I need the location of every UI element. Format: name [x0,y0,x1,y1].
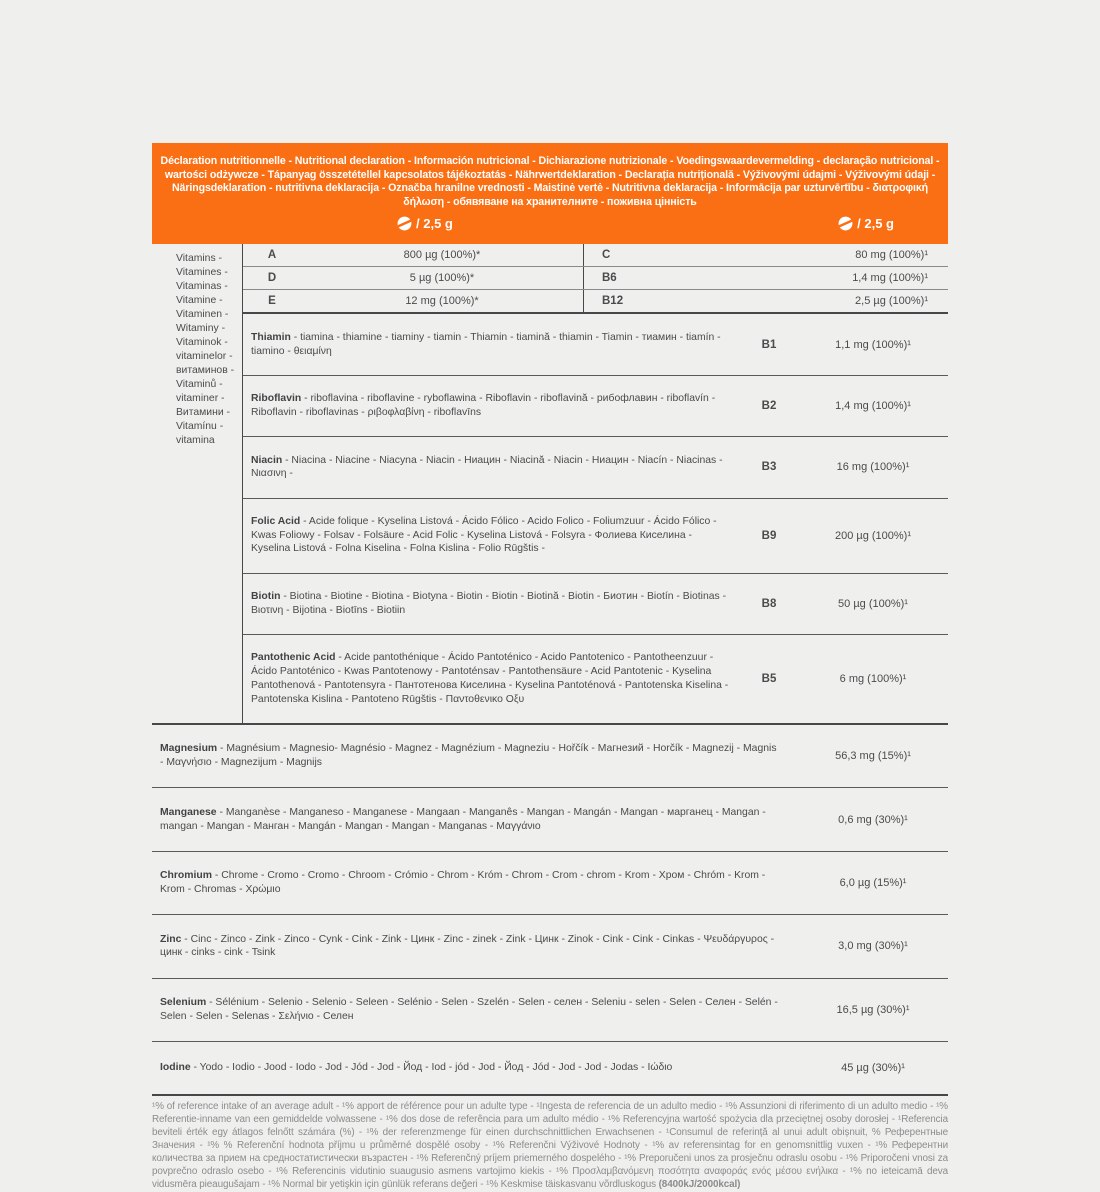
mineral-value: 16,5 µg (30%)¹ [836,1003,910,1016]
nutrient-translations: - Acide pantothénique - Ácido Pantoténico - Acido Pantotenico - Pantotheenzuur - Ácido Pantoténico - Kwas Pantotenowy - Pantoténsav - Pantothensäure - Acid Pantotenic - Kyselina Pantothenová - Pantotensyra - Пантотенова Киселина - Kyselina Pantoténová - Pantotenska Kiselina - Pantotenska Kislina - Pantoteno Rūgštis - Παντοθενικο Οξυ [251,652,729,705]
vitamin-code: B12 [602,295,624,308]
nutrient-name: Niacin [251,454,283,466]
serving-size-label: / 2,5 g [416,216,453,232]
vitamin-code: B3 [761,461,777,474]
vitamin-code: B8 [761,597,777,610]
nutrient-name: Selenium [160,996,207,1008]
serving-size-row [160,216,940,236]
vitamin-c-cell [584,244,948,266]
vitamin-value: 800 µg (100%)* [403,249,481,262]
vitamin-code: E [268,295,276,308]
vitamin-code: B1 [761,338,777,351]
nutrient-translations: - Manganèse - Manganeso - Manganese - Mangaan - Manganês - Mangan - Mangán - Mangan - марганец - Mangan - mangan - Mangan - Манган - Mangán - Mangan - Mangan - Manganas - Μαγγάνιο [160,806,766,832]
nutrient-name: Thiamin [251,331,291,343]
reference-intake-footnote [152,1101,948,1191]
table-row-manganese [152,788,948,851]
vitamin-value: 50 µg (100%)¹ [838,597,908,610]
nutrient-name: Biotin [251,591,281,603]
table-row-magnesium [152,725,948,788]
nutrient-translations: - Yodo - Iodio - Jood - Iodo - Jod - Jód - Jod - Йод - Iod - jód - Jod - Йод - Jód - Jod - Jod - Jodas - Ιώδιο [190,1062,673,1074]
table-row-iodine [152,1042,948,1095]
table-row-riboflavin [243,376,948,437]
vitamin-code: B9 [761,529,777,542]
vitamin-code: B6 [602,272,617,285]
table-row-thiamin [243,314,948,375]
vitamin-value: 1,4 mg (100%)¹ [852,272,928,285]
vitamins-rows [242,244,948,723]
vitamin-b12-cell [584,290,948,312]
table-row-vitamin-d-b6 [243,267,948,290]
nutrient-names [152,799,798,841]
vitamin-value: 12 mg (100%)* [405,295,479,308]
nutrient-names [152,1052,798,1084]
serving-size-label: / 2,5 g [857,216,894,232]
vitamin-value: 2,5 µg (100%)¹ [855,295,928,308]
vitamin-b6-cell [584,267,948,289]
nutrient-names [152,862,798,904]
nutrient-name: Folic Acid [251,515,301,527]
mineral-value: 56,3 mg (15%)¹ [835,750,911,763]
nutrient-name: Chromium [160,870,212,882]
declaration-banner [152,143,948,244]
vitamins-section [152,244,948,725]
footnote-text: ¹% of reference intake of an average adult - ¹% apport de référence pour un adulte type - ¹Ingesta de referencia de un adulto medio - ¹% Assunzioni di riferimento di un adulto medio - ¹% Referentie-inname van een gemiddelde volwassene - ¹% dos dose de referência para um adulto médio - ¹% Referencyjna wartość spożycia dla przeciętnej osoby dorosłej - ¹Referencia beviteli érték egy átlagos felnőtt számára (%) - ¹% der referenzmenge für einen durchschnittlichen Erwachsenen - ¹Consumul de referință al unui adult obișnuit, % Референтные Значения - ¹% % Referenční hodnota příjmu u průměrné dospělé osoby - ¹% Referenčni Výživové Hodnoty - ¹% av referensintag for en genomsnittlig vuxen - ¹% Референтни количества за прием на средностатистически възрастен - ¹% Referenčný príjem priemerného dospelého - ¹% Preporučeni unos za prosječnu odraslu osobu - ¹% Priporočeni vnosi za povprečno odraslo osebo - ¹% Referencinis vidutinio suaugusio asmens vartojimo kiekis - ¹% Προσλαμβανόμενη ποσότητα αναφοράς ενός μέσου ενήλικα - ¹% no ieteicamā deva vidusmēra pieaugušajam - ¹% Normal bir yetişkin için günlük referans değeri - ¹% Keskmise täiskasvanu võrdluskogus [152,1101,948,1190]
vitamin-value: 200 µg (100%)¹ [834,529,912,542]
vitamin-value: 80 mg (100%)¹ [855,249,928,262]
mineral-value: 3,0 mg (30%)¹ [838,940,908,953]
nutrient-name: Magnesium [160,743,218,755]
vitamin-value: 16 mg (100%)¹ [836,461,910,474]
nutrient-translations: - riboflavina - riboflavine - ryboflawina - Riboflavin - riboflavină - рибофлавин - riboflavín - Riboflavin - riboflavinas - ριβοφλαβίνη - riboflavīns [251,393,716,418]
table-row-chromium [152,852,948,915]
vitamin-a-cell [243,244,584,266]
vitamin-value: 1,4 mg (100%)¹ [835,399,911,412]
nutrient-translations: - tiamina - thiamine - tiaminy - tiamin - Thiamin - tiamină - thiamin - Tiamin - тиамин - tiamín - tiamino - θειαμίνη [251,331,721,357]
mineral-value: 0,6 mg (30%)¹ [838,813,908,826]
nutrient-translations: - Niacina - Niacine - Niacyna - Niacin - Ниацин - Niacină - Niacin - Ниацин - Niacín - Niacinas - Νιασινη - [251,454,723,480]
nutrient-translations: - Sélénium - Selenio - Selenio - Seleen - Selénio - Selen - Szelén - Selen - селен - Seleniu - selen - Selen - Селен - Selén - Selen - Selen - Selenas - Σελήνιο - Селен [160,996,778,1022]
nutrient-translations: - Biotina - Biotine - Biotina - Biotyna - Biotin - Biotin - Biotină - Biotin - Биотин - Biotín - Biotinas - Βιοτινη - Bijotina - Biotīns - Biotiin [251,591,727,616]
vitamin-code: B2 [761,399,777,412]
table-row-selenium [152,979,948,1042]
table-row-pantothenic-acid [243,635,948,723]
nutrition-label [152,143,948,1192]
nutrient-names [152,926,798,968]
table-row-vitamin-a-c [243,244,948,267]
nutrient-translations: - Acide folique - Kyselina Listová - Ácido Fólico - Acido Folico - Foliumzuur - Ácido Fólico - Kwas Foliowy - Folsav - Folsäure - Acid Folic - Kyselina Listová - Folsyra - Фолиева Киселина - Kyselina Listová - Folna Kiselina - Folna Kislina - Folio Rūgštis - [251,515,717,555]
nutrient-name: Riboflavin [251,393,302,405]
table-row-biotin [243,574,948,635]
tablet-icon [838,216,853,231]
vitamin-code: B5 [761,673,777,686]
nutrient-translations: - Magnésium - Magnesio- Magnésio - Magnez - Magnézium - Magneziu - Hořčík - Магнезий - Horčík - Magnezij - Magnis - Μαγνήσιο - Magnezijum - Magnijs [160,743,777,769]
table-row-vitamin-e-b12 [243,290,948,314]
vitamin-d-cell [243,267,584,289]
nutrient-name: Iodine [160,1062,191,1074]
nutrient-translations: - Cinc - Zinco - Zink - Zinco - Cynk - Cink - Zink - Цинк - Zinc - zinek - Zink - Цинк - Zinok - Cink - Cink - Cinkas - Ψευδάργυρος - цинк - cinks - cink - Tsink [160,933,775,959]
energy-reference: (8400kJ/2000kcal) [658,1178,741,1190]
vitamin-e-cell [243,290,584,312]
nutrient-names [152,989,798,1031]
nutrient-translations: - Chrome - Cromo - Cromo - Chroom - Crómio - Chrom - Króm - Chrom - Crom - chrom - Krom - Хром - Chróm - Krom - Krom - Chromas - Χρώμιο [160,870,766,895]
table-row-folic-acid [243,499,948,574]
vitamin-code: A [267,249,277,262]
nutrient-name: Zinc [160,933,182,945]
serving-size-right [838,216,894,231]
nutrient-names [243,386,740,426]
nutrient-names [152,735,798,777]
vitamins-row-header: Vitamins - Vitamines - Vitaminas - Vitamine - Vitaminen - Witaminy - Vitaminok - vitaminelor - витаминов - Vitaminů - vitaminer - Витамини - Vitamínu - vitamina [176,253,235,447]
nutrient-name: Pantothenic Acid [251,652,336,664]
vitamin-code: D [267,272,277,285]
vitamin-code: C [602,249,611,262]
vitamin-value: 5 µg (100%)* [409,272,475,285]
nutrient-names [243,325,740,365]
table-row-niacin [243,437,948,498]
mineral-value: 45 µg (30%)¹ [841,1062,905,1075]
declaration-text: Déclaration nutritionnelle - Nutritional declaration - Información nutricional - Dichiarazione nutrizionale - Voedingswaardevermelding - declaração nutricional - wartości odżywcze - Tápanyag összetétellel kapcsolatos tájékoztatás - Nährwertdeklaration - Declarația nutrițională - Výživovými údajmi - Výživovými údaji - Näringsdeklaration - nutritivna deklaracija - Označba hranilne vrednosti - Maistinė vertė - Nutritivna deklaracija - Informācija par uzturvērtību - διατροφική δήλωση - обявяване на хранителните - поживна цінність [160,155,940,208]
nutrient-names [243,448,740,488]
tablet-icon [397,216,412,231]
mineral-value: 6,0 µg (15%)¹ [839,876,907,889]
nutrient-names [243,584,740,624]
nutrient-names [243,645,740,712]
minerals-section [152,725,948,1096]
vitamin-value: 1,1 mg (100%)¹ [835,338,911,351]
table-row-zinc [152,915,948,978]
vitamin-value: 6 mg (100%)¹ [839,673,907,686]
serving-size-left [397,216,453,231]
nutrient-names [243,509,740,562]
nutrient-name: Manganese [160,806,217,818]
